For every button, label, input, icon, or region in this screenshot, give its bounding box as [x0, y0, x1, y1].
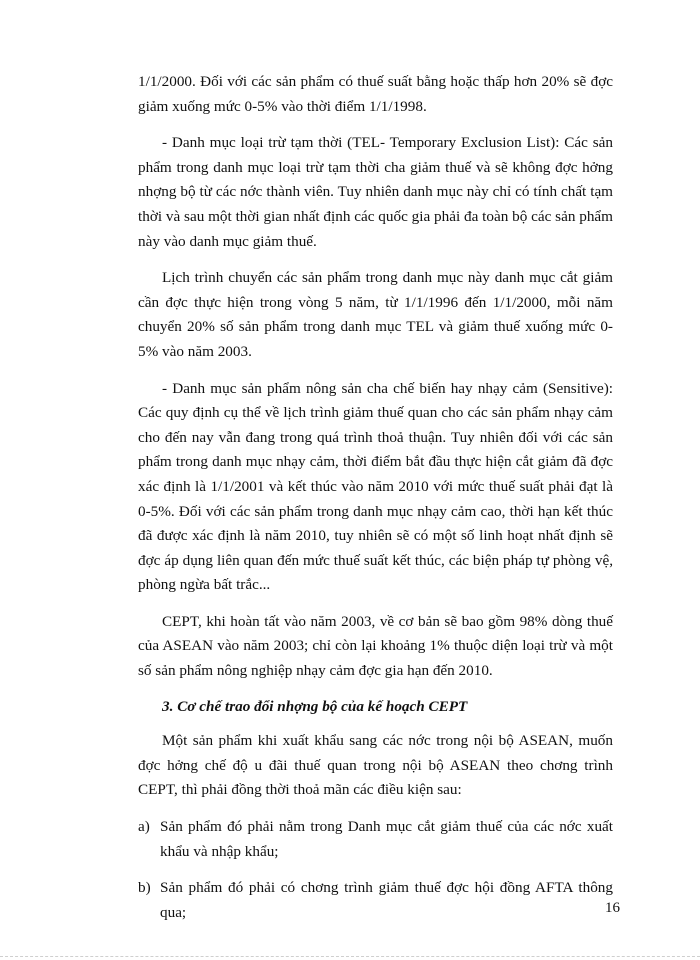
list-item — [138, 815, 613, 864]
section-heading: 3. Cơ chế trao đổi nhợng bộ của kế hoạch CEPT — [162, 697, 468, 715]
list-marker: b) — [138, 879, 151, 897]
list-marker: a) — [138, 818, 150, 836]
page-number: 16 — [605, 900, 620, 916]
list-item — [138, 876, 613, 925]
paragraph-sensitive-list: - Danh mục sản phẩm nông sản cha chế biến hay nhạy cảm (Sensitive): Các quy định cụ thể về lịch trình giảm thuế quan cho các sản phẩm nhạy cảm cho đến nay vẫn đang trong quá trình thoả thuận. Tuy nhiên đối với các sản phẩm trong danh mục nhạy cảm, thời điểm bắt đầu thực hiện cắt giảm đã đợc xác định là 1/1/2001 và kết thúc vào năm 2010 với mức thuế suất phải đạt là 0-5%. Đối với các sản phẩm trong danh mục nhạy cảm cao, thời hạn kết thúc đã được xác định là năm 2010, tuy nhiên sẽ có một số linh hoạt nhất định sẽ đợc áp dụng liên quan đến mức thuế suất kết thúc, các biện pháp tự phòng vệ, phòng ngừa bất trắc... — [138, 379, 613, 594]
paragraph-tel-list: - Danh mục loại trừ tạm thời (TEL- Temporary Exclusion List): Các sản phẩm trong danh mục loại trừ tạm thời cha giảm thuế và sẽ không đợc hởng nhợng bộ từ các nớc thành viên. Tuy nhiên danh mục này chỉ có tính chất tạm thời và sau một thời gian nhất định các quốc gia phải đa toàn bộ các sản phẩm này vào danh mục giảm thuế. — [138, 134, 613, 250]
paragraph-conditions-intro: Một sản phẩm khi xuất khẩu sang các nớc trong nội bộ ASEAN, muốn đợc hởng chế độ u đãi thuế quan trong nội bộ ASEAN theo chơng trình CEPT, thì phải đồng thời thoả mãn các điều kiện sau: — [138, 732, 613, 799]
list-item-text: Sản phẩm đó phải nằm trong Danh mục cắt giảm thuế của các nớc xuất khẩu và nhập khẩu; — [160, 818, 613, 860]
paragraph-cept-summary: CEPT, khi hoàn tất vào năm 2003, về cơ bản sẽ bao gồm 98% dòng thuế của ASEAN vào năm 2003; chỉ còn lại khoảng 1% thuộc diện loại trừ và một số sản phẩm nông nghiệp nhạy cảm đợc gia hạn đến 2010. — [138, 612, 613, 680]
page-bottom-divider — [0, 956, 700, 957]
list-item-text: Sản phẩm đó phải có chơng trình giảm thuế đợc hội đồng AFTA thông qua; — [160, 879, 613, 921]
paragraph-continuation: 1/1/2000. Đối với các sản phẩm có thuế suất bằng hoặc thấp hơn 20% sẽ đợc giảm xuống mức 0-5% vào thời điểm 1/1/1998. — [138, 73, 613, 115]
paragraph-tel-schedule: Lịch trình chuyển các sản phẩm trong danh mục này danh mục cắt giảm cần đợc thực hiện trong vòng 5 năm, từ 1/1/1996 đến 1/1/2000, mỗi năm chuyển 20% số sản phẩm trong danh mục TEL và giảm thuế xuống mức 0-5% vào năm 2003. — [138, 269, 613, 360]
document-body — [138, 70, 613, 925]
